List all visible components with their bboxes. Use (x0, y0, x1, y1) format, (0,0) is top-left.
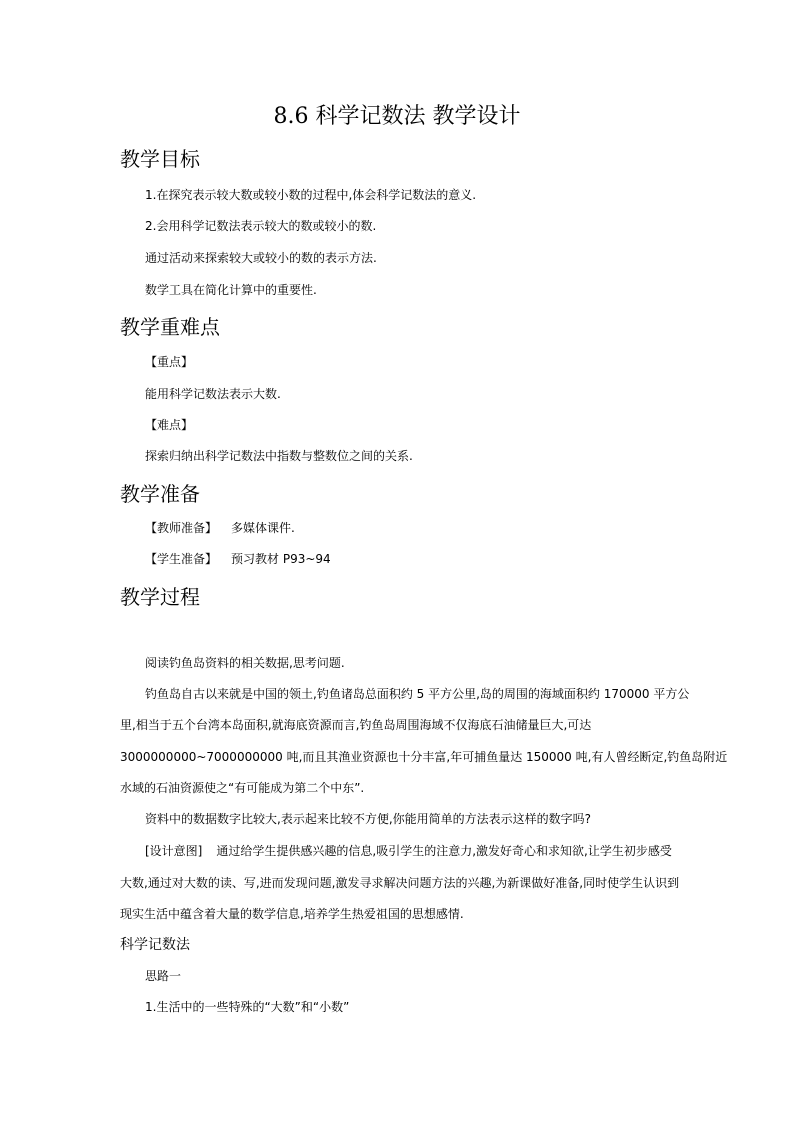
objective-item-3: 通过活动来探索较大或较小的数的表示方法. (145, 251, 377, 265)
design-intent-text: 通过给学生提供感兴趣的信息,吸引学生的注意力,激发好奇心和求知欲,让学生初步感受 (216, 844, 672, 858)
teacher-prep-text: 多媒体课件. (231, 521, 295, 535)
student-prep-text: 预习教材 P93~94 (231, 552, 331, 566)
heading-preparation: 教学准备 (120, 482, 200, 506)
difficulty-label: 【难点】 (145, 418, 194, 432)
difficulty-text: 探索归纳出科学记数法中指数与整数位之间的关系. (145, 449, 413, 463)
material-line-2: 里,相当于五个台湾本岛面积,就海底资源而言,钓鱼岛周围海域不仅海底石油储量巨大,可达 (120, 718, 592, 732)
question-text: 资料中的数据数字比较大,表示起来比较不方便,你能用简单的方法表示这样的数字吗? (145, 812, 592, 826)
design-intent-line-1 (145, 842, 672, 860)
student-preparation (145, 550, 331, 568)
teacher-preparation (145, 519, 295, 537)
heading-process: 教学过程 (120, 585, 200, 609)
process-intro: 阅读钓鱼岛资料的相关数据,思考问题. (145, 656, 345, 670)
objective-item-4: 数学工具在简化计算中的重要性. (145, 283, 317, 297)
material-line-4: 水域的石油资源使之“有可能成为第二个中东”. (120, 781, 365, 795)
material-line-1: 钓鱼岛自古以来就是中国的领土,钓鱼诸岛总面积约 5 平方公里,岛的周围的海域面积约 170000 平方公 (145, 687, 690, 701)
idea-label: 思路一 (145, 969, 182, 983)
teacher-prep-label: 【教师准备】 (145, 521, 218, 535)
focus-text: 能用科学记数法表示大数. (145, 387, 281, 401)
design-intent-line-3: 现实生活中蕴含着大量的数学信息,培养学生热爱祖国的思想感情. (120, 907, 464, 921)
design-intent-label: [设计意图] (145, 844, 203, 858)
heading-key-points: 教学重难点 (120, 315, 220, 339)
heading-sci-notation: 科学记数法 (120, 937, 190, 953)
heading-objectives: 教学目标 (120, 147, 200, 171)
sci-notation-item-1: 1.生活中的一些特殊的“大数”和“小数” (145, 1000, 350, 1014)
material-line-3: 3000000000~7000000000 吨,而且其渔业资源也十分丰富,年可捕鱼量达 150000 吨,有人曾经断定,钓鱼岛附近 (120, 750, 728, 764)
design-intent-line-2: 大数,通过对大数的读、写,进而发现问题,激发寻求解决问题方法的兴趣,为新课做好准备,同时使学生认识到 (120, 876, 680, 890)
page-title: 8.6 科学记数法 教学设计 (273, 104, 521, 129)
focus-label: 【重点】 (145, 355, 194, 369)
objective-item-2: 2.会用科学记数法表示较大的数或较小的数. (145, 219, 377, 233)
student-prep-label: 【学生准备】 (145, 552, 218, 566)
objective-item-1: 1.在探究表示较大数或较小数的过程中,体会科学记数法的意义. (145, 188, 477, 202)
